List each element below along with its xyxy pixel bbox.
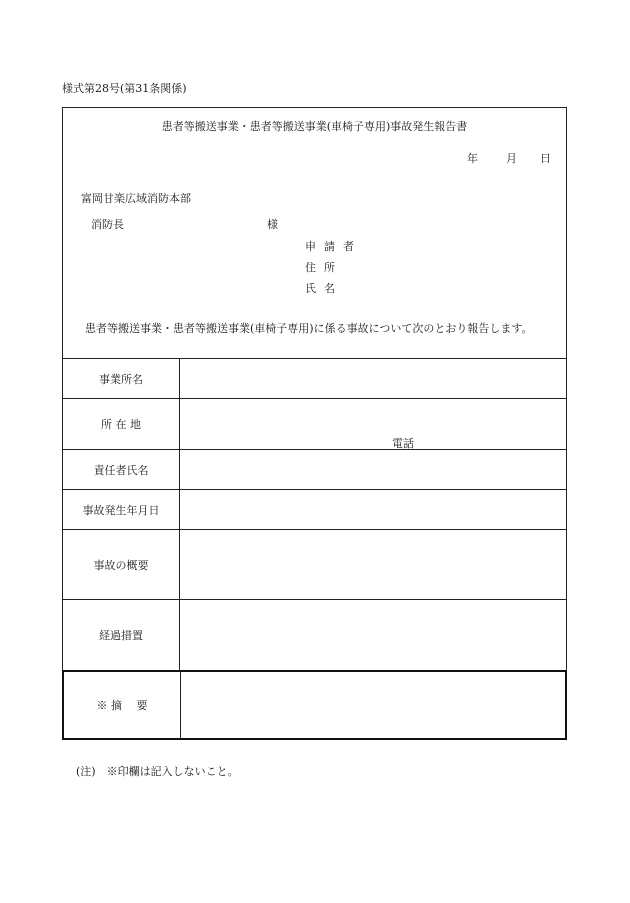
- row-manager-name: [63, 450, 567, 490]
- addressee-honorific: 様: [267, 218, 278, 231]
- row-accident-summary: [63, 530, 567, 600]
- remarks-divider: [180, 672, 181, 738]
- row-transitional-measures: [63, 600, 567, 671]
- accident-summary-field[interactable]: [180, 530, 567, 600]
- manager-name-label: 責任者氏名: [63, 450, 180, 490]
- applicant-name-label: 氏名: [305, 282, 343, 295]
- form-title: 患者等搬送事業・患者等搬送事業(車椅子専用)事故発生報告書: [161, 120, 468, 133]
- date-month-label[interactable]: 月: [506, 152, 517, 165]
- accident-summary-label: 事故の概要: [63, 530, 180, 600]
- row-office-name: [63, 359, 567, 399]
- date-day-label[interactable]: 日: [540, 152, 551, 165]
- transitional-measures-field[interactable]: [180, 600, 567, 671]
- details-table: [62, 358, 567, 671]
- applicant-address-label: 住所: [305, 261, 343, 274]
- report-form: [62, 107, 567, 739]
- row-accident-date: [63, 490, 567, 530]
- location-field[interactable]: [180, 399, 567, 450]
- row-location: [63, 399, 567, 450]
- form-header: [63, 108, 566, 358]
- manager-name-field[interactable]: [180, 450, 567, 490]
- accident-date-field[interactable]: [180, 490, 567, 530]
- office-name-label: 事業所名: [63, 359, 180, 399]
- location-label: 所 在 地: [63, 399, 180, 450]
- phone-label: 電話: [392, 437, 414, 450]
- date-year-label[interactable]: 年: [467, 152, 478, 165]
- report-statement: 患者等搬送事業・患者等搬送事業(車椅子専用)に係る事故について次のとおり報告します。: [85, 322, 533, 335]
- form-note: (注) ※印欄は記入しないこと。: [76, 765, 239, 778]
- accident-date-label: 事故発生年月日: [63, 490, 180, 530]
- remarks-section: [62, 670, 567, 740]
- office-name-field[interactable]: [180, 359, 567, 399]
- addressee-title: 消防長: [91, 218, 124, 231]
- remarks-label: ※ 摘 要: [96, 699, 148, 712]
- form-number: 様式第28号(第31条関係): [62, 82, 187, 95]
- addressee-organization: 富岡甘楽広域消防本部: [81, 192, 191, 205]
- transitional-measures-label: 経過措置: [63, 600, 180, 671]
- applicant-label: 申請者: [305, 240, 362, 253]
